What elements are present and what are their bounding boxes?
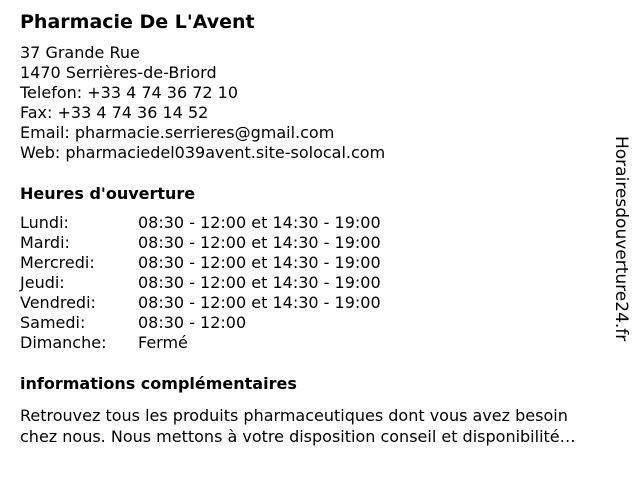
day-label: Mercredi: xyxy=(20,253,95,272)
day-label: Dimanche: xyxy=(20,333,107,352)
address-street: 37 Grande Rue xyxy=(20,43,140,62)
day-label: Vendredi: xyxy=(20,293,96,312)
time-range: Fermé xyxy=(138,333,188,352)
address-city: 1470 Serrières-de-Briord xyxy=(20,63,217,82)
fax-number: Fax: +33 4 74 36 14 52 xyxy=(20,103,209,122)
day-label: Samedi: xyxy=(20,313,86,332)
description-line: chez nous. Nous mettons à votre disposition conseil et disponibilité… xyxy=(20,427,576,446)
contact-block xyxy=(20,43,385,163)
time-range: 08:30 - 12:00 et 14:30 - 19:00 xyxy=(138,273,381,292)
time-range: 08:30 - 12:00 et 14:30 - 19:00 xyxy=(138,293,381,312)
description-line: Retrouvez tous les produits pharmaceutiques dont vous avez besoin xyxy=(20,406,568,425)
additional-info-text xyxy=(20,405,628,447)
phone-number[interactable]: Telefon: +33 4 74 36 72 10 xyxy=(20,83,239,102)
opening-hours-heading: Heures d'ouverture xyxy=(20,184,196,203)
time-range: 08:30 - 12:00 et 14:30 - 19:00 xyxy=(138,213,381,232)
time-range: 08:30 - 12:00 xyxy=(138,313,247,332)
site-watermark: Horairesdouverture24.fr xyxy=(611,136,631,342)
pharmacy-name: Pharmacie De L'Avent xyxy=(20,11,255,33)
day-label: Lundi: xyxy=(20,213,69,232)
additional-info-heading: informations complémentaires xyxy=(20,374,297,393)
time-range: 08:30 - 12:00 et 14:30 - 19:00 xyxy=(138,233,381,252)
day-label: Jeudi: xyxy=(20,273,65,292)
time-range: 08:30 - 12:00 et 14:30 - 19:00 xyxy=(138,253,381,272)
website-link[interactable]: Web: pharmaciedel039avent.site-solocal.com xyxy=(20,143,386,162)
email-address[interactable]: Email: pharmacie.serrieres@gmail.com xyxy=(20,123,335,142)
day-label: Mardi: xyxy=(20,233,70,252)
